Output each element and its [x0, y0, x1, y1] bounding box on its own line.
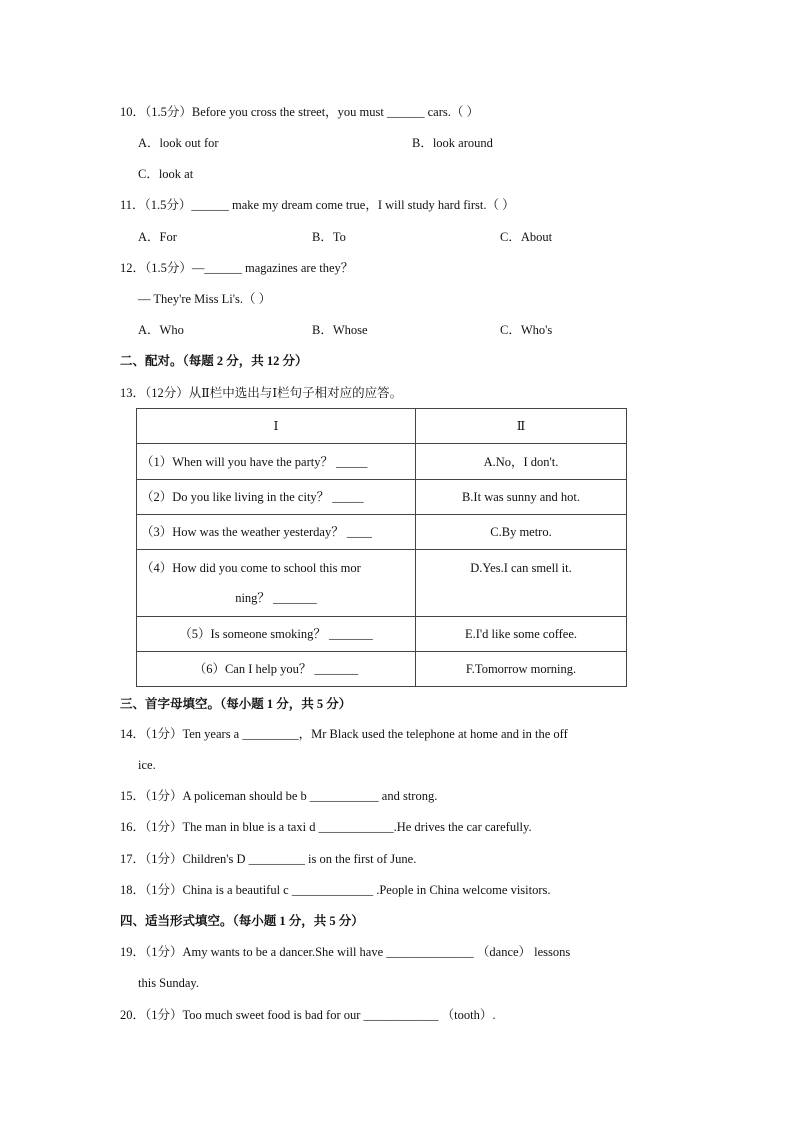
row-4-answer: D.Yes.I can smell it. [416, 550, 627, 617]
section-4-title: 四、适当形式填空。（每小题 1 分，共 5 分） [120, 914, 364, 928]
column-header-1: Ⅰ [137, 409, 416, 444]
question-15-stem: 15．（1分）A policeman should be b ___________ and strong. [120, 789, 438, 803]
table-row [137, 550, 627, 617]
row-6-question: （6）Can I help you？ _______ [137, 652, 416, 687]
question-11-option-a: A．For [138, 230, 177, 244]
question-11-option-b: B．To [312, 230, 346, 244]
row-4-question [137, 550, 416, 617]
question-19-stem: 19．（1分）Amy wants to be a dancer.She will have ______________ （dance） lessons [120, 945, 571, 959]
row-2-question: （2）Do you like living in the city？ _____ [137, 480, 416, 515]
question-12-option-a: A．Who [138, 323, 184, 337]
question-12-option-c: C．Who's [500, 323, 553, 337]
question-20-stem: 20．（1分）Too much sweet food is bad for our ____________ （tooth）. [120, 1008, 496, 1022]
row-5-question: （5）Is someone smoking？ _______ [137, 617, 416, 652]
table-row [137, 515, 627, 550]
row-6-answer: F.Tomorrow morning. [416, 652, 627, 687]
question-13-stem: 13．（12分）从Ⅱ栏中选出与Ⅰ栏句子相对应的应答。 [120, 386, 403, 400]
section-2-title: 二、配对。（每题 2 分，共 12 分） [120, 354, 308, 368]
question-18-stem: 18．（1分）China is a beautiful c _____________ .People in China welcome visitors. [120, 883, 551, 897]
row-1-answer: A.No，I don't. [416, 444, 627, 480]
question-12-stem: 12．（1.5分）—______ magazines are they？ [120, 261, 354, 275]
table-row [137, 617, 627, 652]
row-2-answer: B.It was sunny and hot. [416, 480, 627, 515]
row-3-answer: C.By metro. [416, 515, 627, 550]
row-5-answer: E.I'd like some coffee. [416, 617, 627, 652]
row-1-question: （1）When will you have the party？ _____ [137, 444, 416, 480]
question-19-stem-continued: this Sunday. [138, 976, 199, 990]
row-4-question-line-2: ning？ _______ [235, 591, 317, 605]
matching-table [136, 408, 627, 687]
question-17-stem: 17．（1分）Children's D _________ is on the first of June. [120, 852, 417, 866]
row-3-question: （3）How was the weather yesterday？ ____ [137, 515, 416, 550]
matching-table-header [137, 409, 627, 444]
section-3-title: 三、首字母填空。（每小题 1 分，共 5 分） [120, 697, 352, 711]
question-10-option-c: C．look at [138, 167, 194, 181]
row-4-question-line-1: （4）How did you come to school this mor [141, 561, 361, 575]
question-11-option-c: C．About [500, 230, 553, 244]
question-14-stem-continued: ice. [138, 758, 156, 772]
question-10-option-a: A．look out for [138, 136, 219, 150]
question-12-reply: — They're Miss Li's.（ ） [138, 292, 272, 306]
table-row [137, 480, 627, 515]
table-row [137, 444, 627, 480]
question-11-stem: 11．（1.5分）______ make my dream come true，I will study hard first.（ ） [120, 198, 515, 212]
question-10-option-b: B．look around [412, 136, 493, 150]
question-12-option-b: B．Whose [312, 323, 368, 337]
question-14-stem: 14．（1分）Ten years a _________，Mr Black used the telephone at home and in the off [120, 727, 568, 741]
column-header-2: Ⅱ [416, 409, 627, 444]
question-16-stem: 16．（1分）The man in blue is a taxi d ____________.He drives the car carefully. [120, 820, 532, 834]
table-row [137, 652, 627, 687]
question-10-stem: 10．（1.5分）Before you cross the street，you must ______ cars.（ ） [120, 105, 479, 119]
